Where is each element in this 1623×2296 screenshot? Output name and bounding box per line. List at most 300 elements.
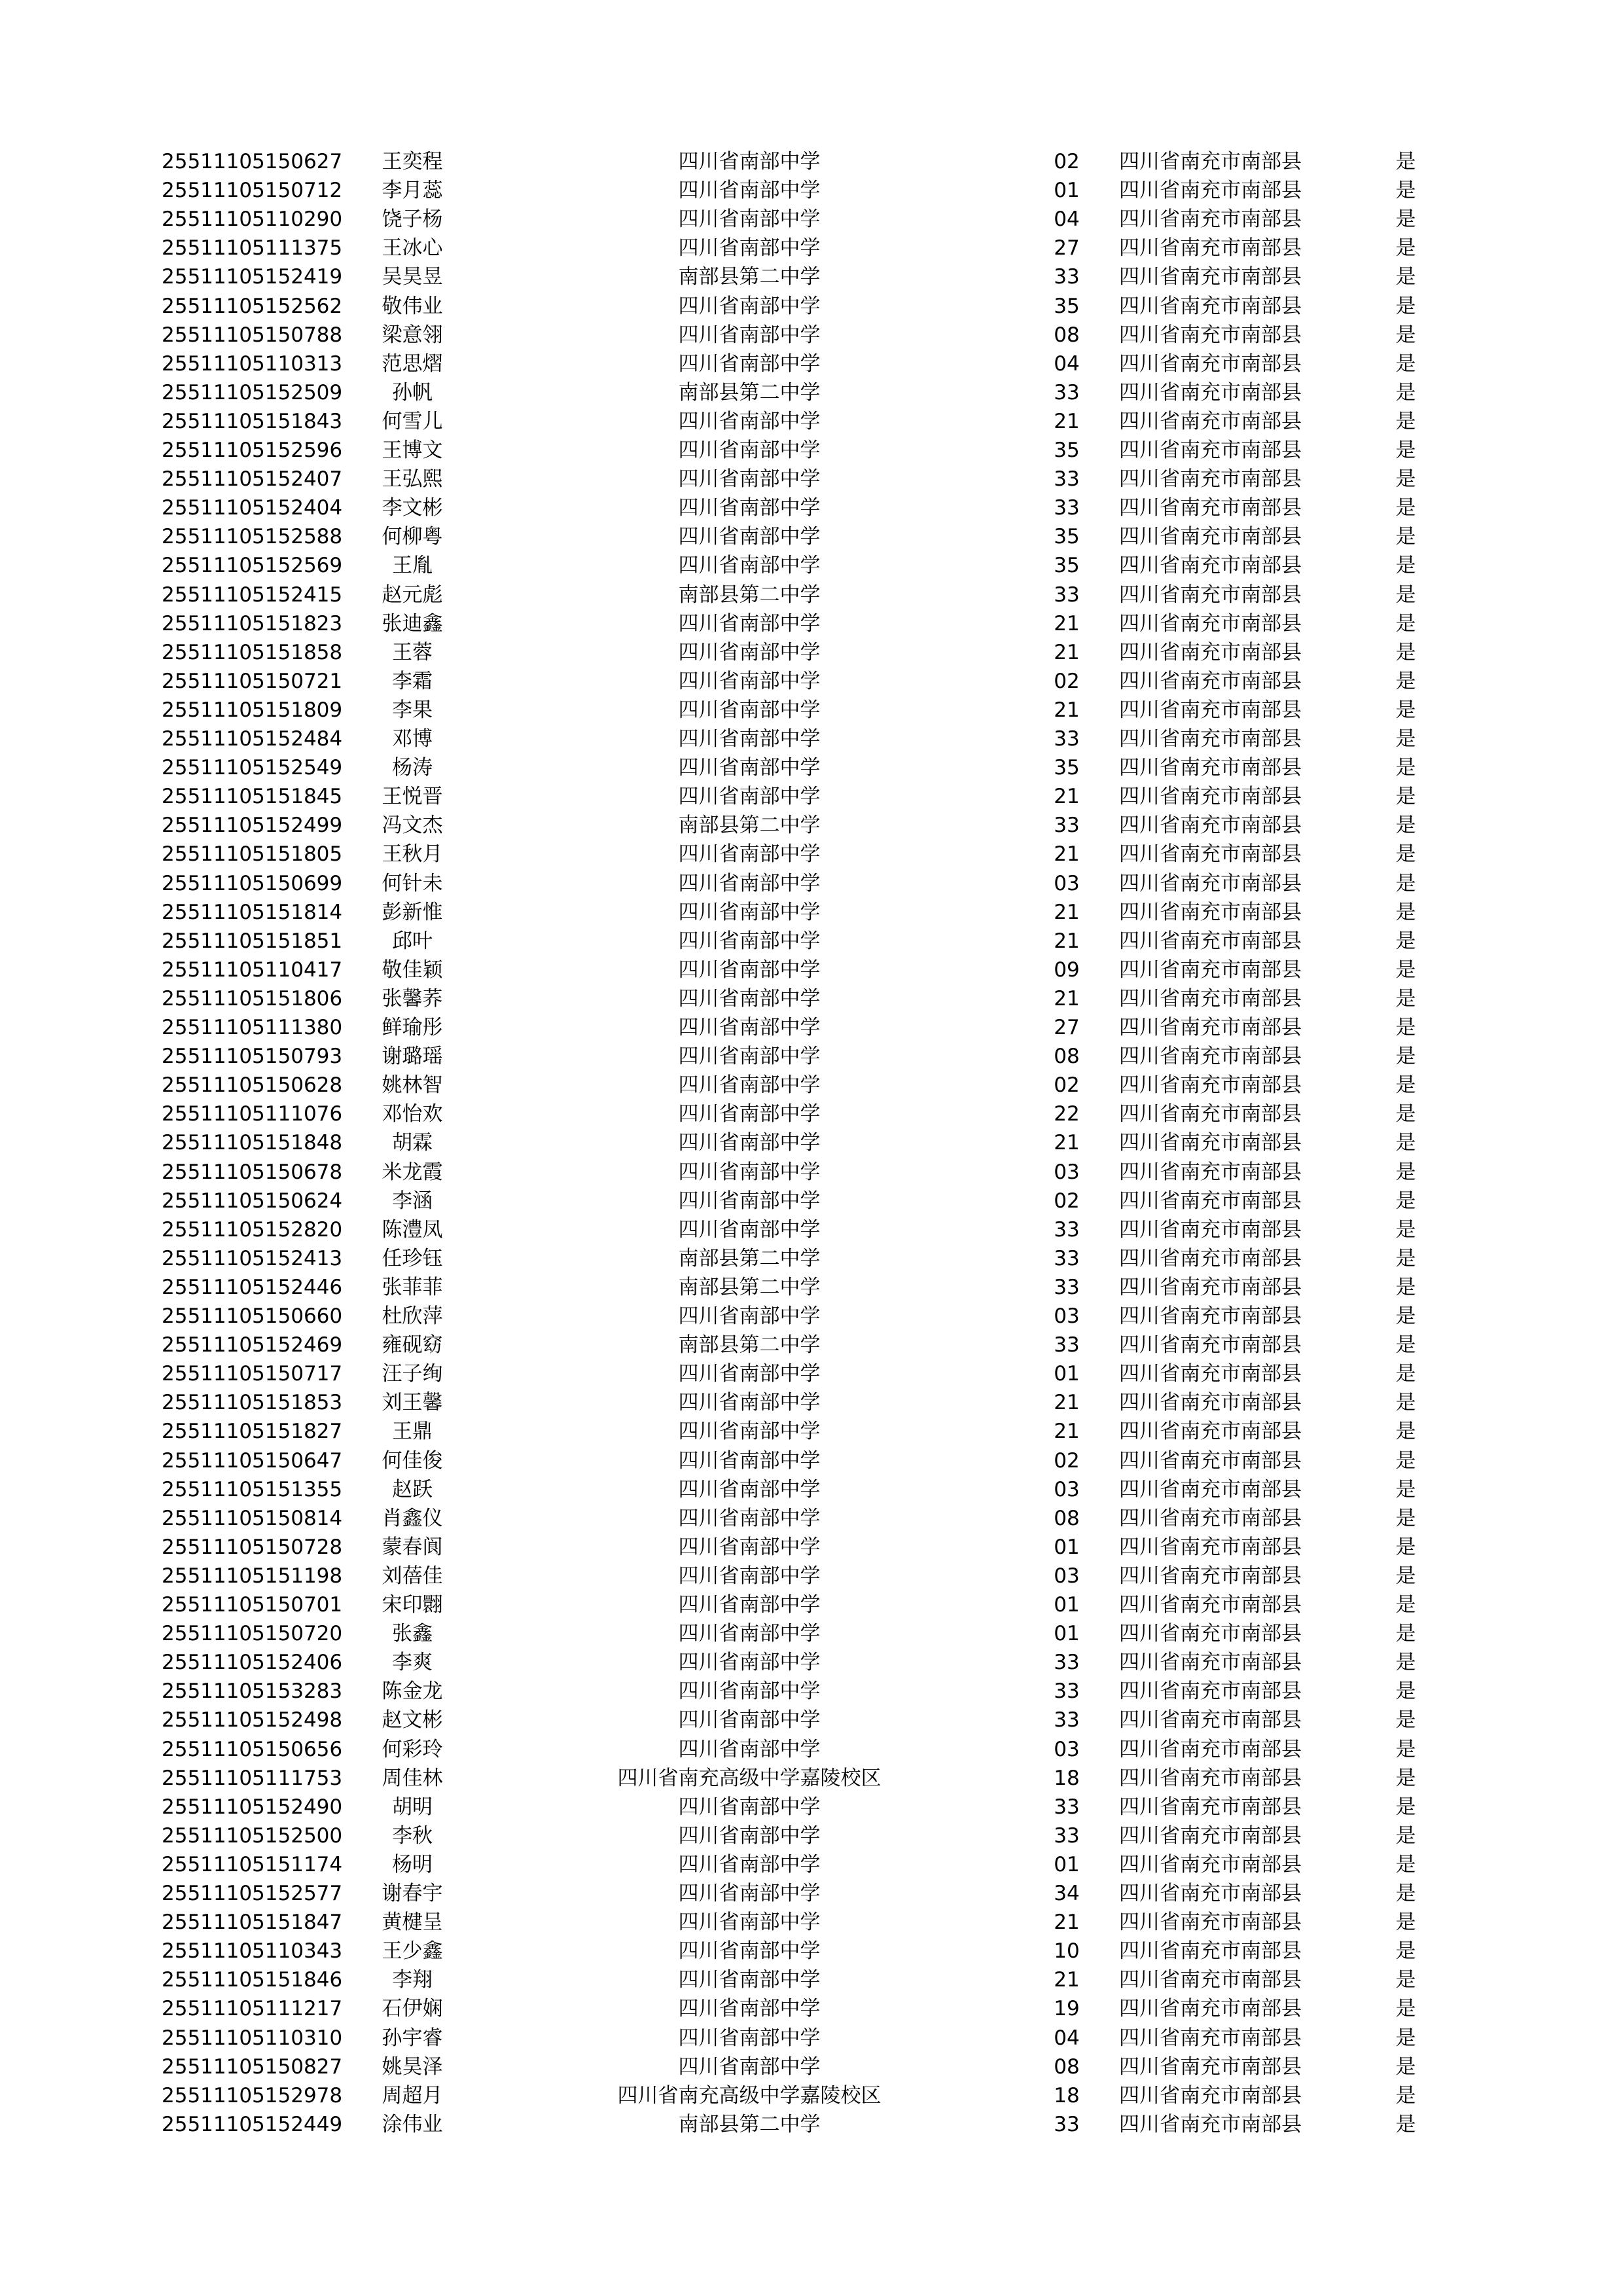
class-code-cell: 33 (1054, 496, 1080, 520)
student-name-cell: 敬伟业 (382, 294, 443, 318)
student-name-cell: 李翔 (392, 1968, 433, 1992)
class-code-cell: 01 (1054, 179, 1080, 203)
candidate-id-cell: 25511105152419 (162, 265, 343, 289)
student-name-cell: 梁意翎 (382, 323, 443, 347)
class-code-cell: 21 (1054, 409, 1080, 433)
eligibility-flag-cell: 是 (1395, 323, 1416, 347)
region-cell: 四川省南充市南部县 (1119, 1795, 1302, 1819)
eligibility-flag-cell: 是 (1395, 409, 1416, 433)
student-name-cell: 王冰心 (382, 236, 443, 260)
table-row (0, 465, 1623, 493)
school-name-cell: 四川省南部中学 (678, 900, 821, 924)
school-name-cell: 四川省南部中学 (678, 986, 821, 1011)
school-name-cell: 四川省南部中学 (678, 871, 821, 895)
student-name-cell: 邱叶 (392, 929, 433, 953)
school-name-cell: 四川省南部中学 (678, 1362, 821, 1386)
class-code-cell: 01 (1054, 1622, 1080, 1646)
candidate-id-cell: 25511105151845 (162, 785, 343, 809)
student-name-cell: 何彩玲 (382, 1737, 443, 1761)
student-name-cell: 何佳俊 (382, 1448, 443, 1473)
school-name-cell: 四川省南部中学 (678, 727, 821, 751)
student-name-cell: 李涵 (392, 1189, 433, 1213)
region-cell: 四川省南充市南部县 (1119, 1593, 1302, 1617)
region-cell: 四川省南充市南部县 (1119, 1362, 1302, 1386)
table-row (0, 321, 1623, 350)
region-cell: 四川省南充市南部县 (1119, 1679, 1302, 1704)
candidate-id-cell: 25511105150814 (162, 1506, 343, 1530)
table-row (0, 1187, 1623, 1215)
school-name-cell: 南部县第二中学 (678, 1333, 821, 1357)
table-row (0, 1965, 1623, 1994)
table-row (0, 1533, 1623, 1562)
table-row (0, 1994, 1623, 2023)
eligibility-flag-cell: 是 (1395, 727, 1416, 751)
student-name-cell: 杨明 (392, 1852, 433, 1876)
student-name-cell: 范思熠 (382, 351, 443, 376)
student-name-cell: 李爽 (392, 1651, 433, 1675)
region-cell: 四川省南充市南部县 (1119, 351, 1302, 376)
school-name-cell: 四川省南部中学 (678, 525, 821, 549)
student-name-cell: 蒙春阆 (382, 1535, 443, 1559)
school-name-cell: 四川省南部中学 (678, 439, 821, 462)
table-row (0, 2053, 1623, 2081)
region-cell: 四川省南充市南部县 (1119, 467, 1302, 492)
eligibility-flag-cell: 是 (1395, 1939, 1416, 1964)
class-code-cell: 01 (1054, 1362, 1080, 1386)
region-cell: 四川省南充市南部县 (1119, 1477, 1302, 1501)
class-code-cell: 21 (1054, 1391, 1080, 1415)
table-row (0, 1446, 1623, 1475)
table-row (0, 1100, 1623, 1128)
region-cell: 四川省南充市南部县 (1119, 1823, 1302, 1848)
eligibility-flag-cell: 是 (1395, 2026, 1416, 2050)
eligibility-flag-cell: 是 (1395, 1304, 1416, 1328)
class-code-cell: 35 (1054, 294, 1080, 318)
class-code-cell: 01 (1054, 1593, 1080, 1617)
candidate-id-cell: 25511105152413 (162, 1246, 343, 1270)
candidate-id-cell: 25511105150712 (162, 179, 343, 203)
candidate-id-cell: 25511105110290 (162, 207, 343, 232)
region-cell: 四川省南充市南部县 (1119, 1102, 1302, 1126)
eligibility-flag-cell: 是 (1395, 1882, 1416, 1905)
class-code-cell: 33 (1054, 727, 1080, 751)
candidate-id-cell: 25511105150720 (162, 1622, 343, 1646)
school-name-cell: 四川省南部中学 (678, 1708, 821, 1732)
eligibility-flag-cell: 是 (1395, 150, 1416, 173)
region-cell: 四川省南充市南部县 (1119, 640, 1302, 664)
candidate-id-cell: 25511105150628 (162, 1073, 343, 1098)
school-name-cell: 南部县第二中学 (678, 1246, 821, 1270)
table-row (0, 1417, 1623, 1446)
student-name-cell: 周佳林 (382, 1766, 443, 1790)
region-cell: 四川省南充市南部县 (1119, 1333, 1302, 1357)
eligibility-flag-cell: 是 (1395, 1968, 1416, 1992)
class-code-cell: 21 (1054, 986, 1080, 1011)
region-cell: 四川省南充市南部县 (1119, 1737, 1302, 1761)
table-row (0, 984, 1623, 1013)
class-code-cell: 33 (1054, 1275, 1080, 1299)
region-cell: 四川省南充市南部县 (1119, 1708, 1302, 1732)
table-row (0, 667, 1623, 696)
table-row (0, 147, 1623, 176)
student-name-cell: 谢璐瑶 (382, 1045, 443, 1069)
region-cell: 四川省南充市南部县 (1119, 236, 1302, 260)
region-cell: 四川省南充市南部县 (1119, 2054, 1302, 2079)
class-code-cell: 18 (1054, 1766, 1080, 1790)
eligibility-flag-cell: 是 (1395, 1651, 1416, 1675)
eligibility-flag-cell: 是 (1395, 583, 1416, 607)
region-cell: 四川省南充市南部县 (1119, 1045, 1302, 1069)
region-cell: 四川省南充市南部县 (1119, 756, 1302, 780)
student-name-cell: 胡明 (392, 1795, 433, 1819)
candidate-id-cell: 25511105152820 (162, 1217, 343, 1242)
school-name-cell: 四川省南部中学 (678, 554, 821, 578)
eligibility-flag-cell: 是 (1395, 496, 1416, 520)
class-code-cell: 33 (1054, 1333, 1080, 1357)
table-row (0, 234, 1623, 262)
region-cell: 四川省南充市南部县 (1119, 1852, 1302, 1876)
candidate-id-cell: 25511105150656 (162, 1737, 343, 1761)
region-cell: 四川省南充市南部县 (1119, 1910, 1302, 1935)
student-name-cell: 李秋 (392, 1823, 433, 1848)
eligibility-flag-cell: 是 (1395, 669, 1416, 693)
eligibility-flag-cell: 是 (1395, 611, 1416, 636)
candidate-id-cell: 25511105151853 (162, 1391, 343, 1415)
student-name-cell: 张迪鑫 (382, 611, 443, 636)
region-cell: 四川省南充市南部县 (1119, 583, 1302, 607)
region-cell: 四川省南充市南部县 (1119, 958, 1302, 982)
candidate-id-cell: 25511105152407 (162, 467, 343, 492)
eligibility-flag-cell: 是 (1395, 1362, 1416, 1386)
class-code-cell: 04 (1054, 2026, 1080, 2050)
region-cell: 四川省南充市南部县 (1119, 439, 1302, 462)
school-name-cell: 四川省南部中学 (678, 496, 821, 520)
school-name-cell: 南部县第二中学 (678, 380, 821, 404)
class-code-cell: 03 (1054, 1304, 1080, 1328)
region-cell: 四川省南充市南部县 (1119, 1622, 1302, 1646)
region-cell: 四川省南充市南部县 (1119, 698, 1302, 722)
eligibility-flag-cell: 是 (1395, 380, 1416, 404)
student-name-cell: 雍砚窈 (382, 1333, 443, 1357)
student-name-cell: 杜欣萍 (382, 1304, 443, 1328)
school-name-cell: 四川省南部中学 (678, 1795, 821, 1819)
student-name-cell: 姚林智 (382, 1073, 443, 1098)
school-name-cell: 四川省南部中学 (678, 1535, 821, 1559)
class-code-cell: 02 (1054, 669, 1080, 693)
candidate-id-cell: 25511105151174 (162, 1852, 343, 1876)
school-name-cell: 四川省南部中学 (678, 179, 821, 203)
candidate-id-cell: 25511105150660 (162, 1304, 343, 1328)
table-row (0, 725, 1623, 753)
class-code-cell: 21 (1054, 929, 1080, 953)
candidate-id-cell: 25511105150728 (162, 1535, 343, 1559)
school-name-cell: 四川省南充高级中学嘉陵校区 (617, 2083, 882, 2108)
candidate-id-cell: 25511105150701 (162, 1593, 343, 1617)
eligibility-flag-cell: 是 (1395, 1333, 1416, 1357)
candidate-id-cell: 25511105151806 (162, 986, 343, 1011)
eligibility-flag-cell: 是 (1395, 1766, 1416, 1790)
table-row (0, 1590, 1623, 1619)
class-code-cell: 33 (1054, 1217, 1080, 1242)
candidate-id-cell: 25511105111217 (162, 1997, 343, 2021)
table-row (0, 1504, 1623, 1533)
school-name-cell: 四川省南部中学 (678, 1016, 821, 1039)
class-code-cell: 21 (1054, 1910, 1080, 1935)
candidate-id-cell: 25511105110343 (162, 1939, 343, 1964)
student-name-cell: 王博文 (382, 439, 443, 462)
region-cell: 四川省南充市南部县 (1119, 496, 1302, 520)
region-cell: 四川省南充市南部县 (1119, 323, 1302, 347)
class-code-cell: 34 (1054, 1882, 1080, 1905)
school-name-cell: 南部县第二中学 (678, 583, 821, 607)
eligibility-flag-cell: 是 (1395, 842, 1416, 867)
candidate-id-cell: 25511105152406 (162, 1651, 343, 1675)
candidate-id-cell: 25511105151847 (162, 1910, 343, 1935)
region-cell: 四川省南充市南部县 (1119, 1275, 1302, 1299)
student-name-cell: 周超月 (382, 2083, 443, 2108)
student-name-cell: 王奕程 (382, 150, 443, 173)
eligibility-flag-cell: 是 (1395, 1622, 1416, 1646)
class-code-cell: 02 (1054, 1448, 1080, 1473)
region-cell: 四川省南充市南部县 (1119, 871, 1302, 895)
table-row (0, 1619, 1623, 1648)
student-name-cell: 何柳粤 (382, 525, 443, 549)
candidate-id-cell: 25511105110310 (162, 2026, 343, 2050)
school-name-cell: 四川省南部中学 (678, 1910, 821, 1935)
student-name-cell: 任珍钰 (382, 1246, 443, 1270)
region-cell: 四川省南充市南部县 (1119, 554, 1302, 578)
class-code-cell: 02 (1054, 1073, 1080, 1098)
table-row (0, 696, 1623, 725)
student-name-cell: 王胤 (392, 554, 433, 578)
student-name-cell: 王弘熙 (382, 467, 443, 492)
eligibility-flag-cell: 是 (1395, 929, 1416, 953)
region-cell: 四川省南充市南部县 (1119, 1160, 1302, 1184)
candidate-id-cell: 25511105151858 (162, 640, 343, 664)
region-cell: 四川省南充市南部县 (1119, 1997, 1302, 2021)
school-name-cell: 四川省南部中学 (678, 756, 821, 780)
region-cell: 四川省南充市南部县 (1119, 1939, 1302, 1964)
eligibility-flag-cell: 是 (1395, 1102, 1416, 1126)
table-row (0, 811, 1623, 840)
school-name-cell: 四川省南部中学 (678, 1073, 821, 1098)
school-name-cell: 四川省南部中学 (678, 1477, 821, 1501)
school-name-cell: 四川省南部中学 (678, 1622, 821, 1646)
table-row (0, 1302, 1623, 1331)
region-cell: 四川省南充市南部县 (1119, 1131, 1302, 1155)
school-name-cell: 四川省南部中学 (678, 611, 821, 636)
candidate-id-cell: 25511105111753 (162, 1766, 343, 1790)
class-code-cell: 02 (1054, 150, 1080, 173)
candidate-id-cell: 25511105151827 (162, 1420, 343, 1444)
candidate-id-cell: 25511105152509 (162, 380, 343, 404)
region-cell: 四川省南充市南部县 (1119, 525, 1302, 549)
class-code-cell: 01 (1054, 1535, 1080, 1559)
eligibility-flag-cell: 是 (1395, 1160, 1416, 1184)
eligibility-flag-cell: 是 (1395, 1564, 1416, 1588)
class-code-cell: 03 (1054, 1737, 1080, 1761)
school-name-cell: 四川省南部中学 (678, 467, 821, 492)
table-row (0, 350, 1623, 378)
eligibility-flag-cell: 是 (1395, 351, 1416, 376)
school-name-cell: 四川省南部中学 (678, 958, 821, 982)
class-code-cell: 08 (1054, 2054, 1080, 2079)
student-name-cell: 彭新惟 (382, 900, 443, 924)
table-row (0, 205, 1623, 234)
table-row (0, 1706, 1623, 1734)
class-code-cell: 22 (1054, 1102, 1080, 1126)
eligibility-flag-cell: 是 (1395, 640, 1416, 664)
class-code-cell: 33 (1054, 467, 1080, 492)
school-name-cell: 四川省南部中学 (678, 640, 821, 664)
table-row (0, 378, 1623, 407)
eligibility-flag-cell: 是 (1395, 207, 1416, 232)
candidate-id-cell: 25511105111375 (162, 236, 343, 260)
class-code-cell: 08 (1054, 1045, 1080, 1069)
table-row (0, 1215, 1623, 1244)
student-name-cell: 宋印翾 (382, 1593, 443, 1617)
candidate-id-cell: 25511105152446 (162, 1275, 343, 1299)
school-name-cell: 四川省南部中学 (678, 1968, 821, 1992)
student-name-cell: 敬佳颖 (382, 958, 443, 982)
candidate-id-cell: 25511105152499 (162, 814, 343, 838)
eligibility-flag-cell: 是 (1395, 2083, 1416, 2108)
school-name-cell: 四川省南部中学 (678, 1593, 821, 1617)
region-cell: 四川省南充市南部县 (1119, 1420, 1302, 1444)
table-row (0, 1908, 1623, 1937)
eligibility-flag-cell: 是 (1395, 1131, 1416, 1155)
candidate-id-cell: 25511105151355 (162, 1477, 343, 1501)
table-row (0, 522, 1623, 551)
region-cell: 四川省南充市南部县 (1119, 669, 1302, 693)
student-name-cell: 汪子绚 (382, 1362, 443, 1386)
student-name-cell: 米龙霞 (382, 1160, 443, 1184)
candidate-id-cell: 25511105152415 (162, 583, 343, 607)
region-cell: 四川省南充市南部县 (1119, 294, 1302, 318)
region-cell: 四川省南充市南部县 (1119, 265, 1302, 289)
school-name-cell: 四川省南部中学 (678, 323, 821, 347)
student-name-cell: 王蓉 (392, 640, 433, 664)
region-cell: 四川省南充市南部县 (1119, 1217, 1302, 1242)
class-code-cell: 03 (1054, 1564, 1080, 1588)
table-row (0, 436, 1623, 465)
school-name-cell: 四川省南部中学 (678, 1448, 821, 1473)
eligibility-flag-cell: 是 (1395, 958, 1416, 982)
table-row (0, 581, 1623, 609)
student-name-cell: 肖鑫仪 (382, 1506, 443, 1530)
class-code-cell: 33 (1054, 1795, 1080, 1819)
region-cell: 四川省南充市南部县 (1119, 611, 1302, 636)
school-name-cell: 四川省南部中学 (678, 1160, 821, 1184)
class-code-cell: 03 (1054, 1160, 1080, 1184)
student-name-cell: 王鼎 (392, 1420, 433, 1444)
table-row (0, 1793, 1623, 1821)
eligibility-flag-cell: 是 (1395, 1189, 1416, 1213)
region-cell: 四川省南充市南部县 (1119, 842, 1302, 867)
candidate-id-cell: 25511105152404 (162, 496, 343, 520)
student-name-cell: 杨涛 (392, 756, 433, 780)
table-row (0, 292, 1623, 321)
table-row (0, 753, 1623, 782)
student-name-cell: 赵元彪 (382, 583, 443, 607)
eligibility-flag-cell: 是 (1395, 1477, 1416, 1501)
student-name-cell: 饶子杨 (382, 207, 443, 232)
table-row (0, 262, 1623, 291)
student-name-cell: 邓怡欢 (382, 1102, 443, 1126)
school-name-cell: 四川省南部中学 (678, 1823, 821, 1848)
eligibility-flag-cell: 是 (1395, 871, 1416, 895)
region-cell: 四川省南充市南部县 (1119, 1564, 1302, 1588)
school-name-cell: 四川省南部中学 (678, 150, 821, 173)
region-cell: 四川省南充市南部县 (1119, 179, 1302, 203)
eligibility-flag-cell: 是 (1395, 1506, 1416, 1530)
class-code-cell: 35 (1054, 554, 1080, 578)
candidate-id-cell: 25511105152469 (162, 1333, 343, 1357)
student-name-cell: 何雪儿 (382, 409, 443, 433)
school-name-cell: 四川省南部中学 (678, 1997, 821, 2021)
region-cell: 四川省南充市南部县 (1119, 1766, 1302, 1790)
eligibility-flag-cell: 是 (1395, 1217, 1416, 1242)
table-row (0, 1677, 1623, 1706)
eligibility-flag-cell: 是 (1395, 1795, 1416, 1819)
student-name-cell: 王秋月 (382, 842, 443, 867)
student-name-cell: 刘王馨 (382, 1391, 443, 1415)
candidate-id-cell: 25511105152490 (162, 1795, 343, 1819)
candidate-id-cell: 25511105152588 (162, 525, 343, 549)
class-code-cell: 04 (1054, 207, 1080, 232)
region-cell: 四川省南充市南部县 (1119, 1016, 1302, 1039)
candidate-id-cell: 25511105151805 (162, 842, 343, 867)
class-code-cell: 33 (1054, 1708, 1080, 1732)
eligibility-flag-cell: 是 (1395, 1246, 1416, 1270)
student-name-cell: 邓博 (392, 727, 433, 751)
eligibility-flag-cell: 是 (1395, 1852, 1416, 1876)
region-cell: 四川省南充市南部县 (1119, 1968, 1302, 1992)
candidate-id-cell: 25511105152596 (162, 439, 343, 462)
region-cell: 四川省南充市南部县 (1119, 1506, 1302, 1530)
table-row (0, 1331, 1623, 1359)
class-code-cell: 21 (1054, 842, 1080, 867)
eligibility-flag-cell: 是 (1395, 439, 1416, 462)
student-name-cell: 刘蓓佳 (382, 1564, 443, 1588)
school-name-cell: 四川省南部中学 (678, 1737, 821, 1761)
region-cell: 四川省南充市南部县 (1119, 409, 1302, 433)
table-row (0, 927, 1623, 956)
eligibility-flag-cell: 是 (1395, 2054, 1416, 2079)
candidate-id-cell: 25511105152978 (162, 2083, 343, 2108)
table-row (0, 1128, 1623, 1157)
school-name-cell: 四川省南部中学 (678, 236, 821, 260)
school-name-cell: 四川省南部中学 (678, 1189, 821, 1213)
eligibility-flag-cell: 是 (1395, 294, 1416, 318)
region-cell: 四川省南充市南部县 (1119, 814, 1302, 838)
class-code-cell: 09 (1054, 958, 1080, 982)
school-name-cell: 四川省南部中学 (678, 1651, 821, 1675)
student-name-cell: 李月蕊 (382, 179, 443, 203)
school-name-cell: 四川省南部中学 (678, 785, 821, 809)
eligibility-flag-cell: 是 (1395, 265, 1416, 289)
school-name-cell: 四川省南部中学 (678, 351, 821, 376)
eligibility-flag-cell: 是 (1395, 900, 1416, 924)
class-code-cell: 21 (1054, 698, 1080, 722)
eligibility-flag-cell: 是 (1395, 1073, 1416, 1098)
region-cell: 四川省南充市南部县 (1119, 929, 1302, 953)
candidate-id-cell: 25511105110313 (162, 351, 343, 376)
student-name-cell: 李霜 (392, 669, 433, 693)
eligibility-flag-cell: 是 (1395, 1448, 1416, 1473)
eligibility-flag-cell: 是 (1395, 814, 1416, 838)
class-code-cell: 33 (1054, 380, 1080, 404)
